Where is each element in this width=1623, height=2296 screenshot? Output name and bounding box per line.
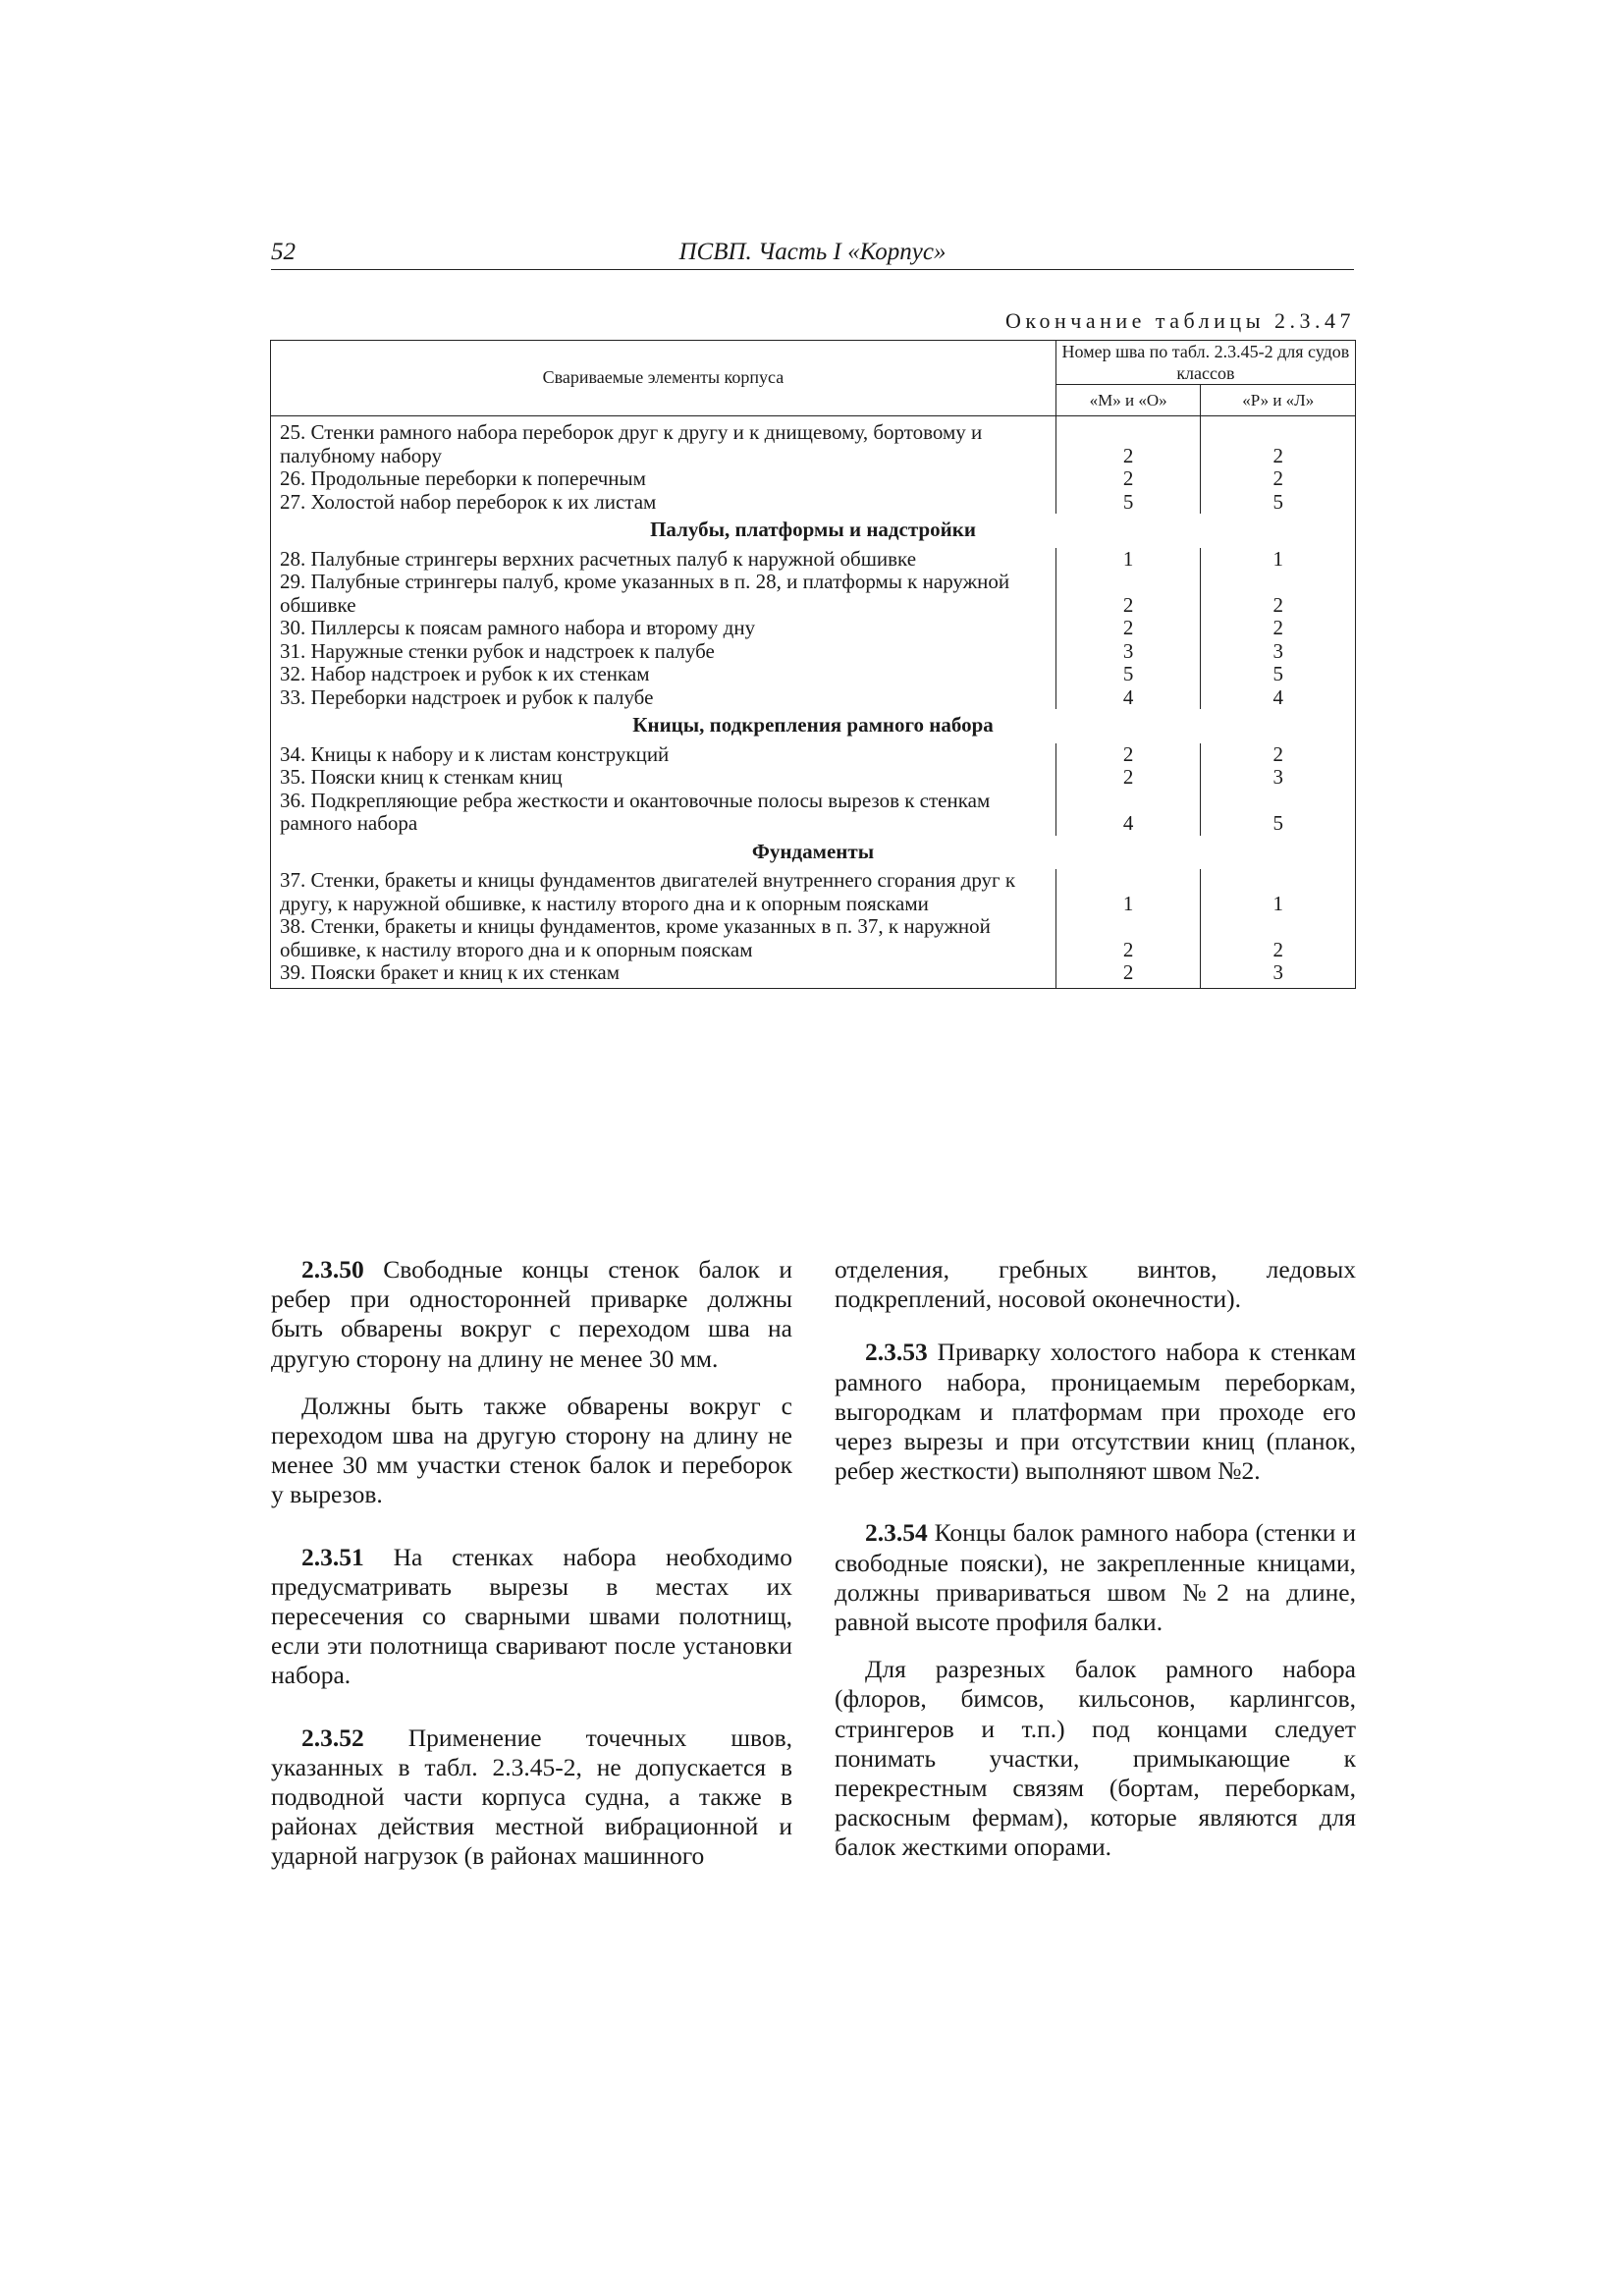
row-mo: 5 (1055, 663, 1201, 686)
table-row (271, 869, 1356, 915)
clause-text: Концы балок рамного набора (стенки и свободные пояски), не закрепленные кницами, должны привариваться швом №2 на длине, равной высоте профиля балки. (835, 1518, 1357, 1637)
header-class-mo: «М» и «О» (1055, 385, 1201, 416)
table-row (271, 790, 1356, 836)
paragraph-2-3-51 (271, 1543, 792, 1691)
row-name: 31. Наружные стенки рубок и надстроек к палубе (271, 640, 1056, 664)
row-mo: 2 (1055, 961, 1201, 988)
table-caption: Окончание таблицы 2.3.47 (1005, 308, 1355, 333)
paragraph-2-3-52 (271, 1723, 792, 1872)
clause-number: 2.3.53 (865, 1338, 928, 1367)
row-mo: 2 (1055, 915, 1201, 961)
row-rl: 3 (1201, 766, 1356, 790)
row-rl: 5 (1201, 663, 1356, 686)
row-name: 38. Стенки, бракеты и кницы фундаментов, кроме указанных в п. 37, к наружной обшивке, к настилу второго дна и к опорным пояскам (271, 915, 1056, 961)
row-name: 25. Стенки рамного набора переборок друг к другу и к днищевому, бортовому и палубному набору (271, 416, 1056, 468)
clause-text: Должны быть также обварены вокруг с переходом шва на другую сторону на длину не менее 30 мм участки стенок балок и переборок у вырезов. (271, 1391, 792, 1509)
table-row (271, 686, 1356, 710)
row-name: 35. Пояски книц к стенкам книц (271, 766, 1056, 790)
row-rl: 1 (1201, 548, 1356, 572)
row-mo: 3 (1055, 640, 1201, 664)
text-column-right (835, 1255, 1356, 1881)
row-name: 36. Подкрепляющие ребра жесткости и окантовочные полосы вырезов к стенкам рамного набора (271, 790, 1056, 836)
row-rl: 2 (1201, 743, 1356, 767)
section-row (271, 709, 1356, 743)
table-row (271, 663, 1356, 686)
row-mo: 2 (1055, 766, 1201, 790)
row-rl: 2 (1201, 571, 1356, 617)
table-row (271, 766, 1356, 790)
header-elements: Свариваемые элементы корпуса (271, 341, 1056, 416)
clause-text: Приварку холостого набора к стенкам рамного набора, проницаемым переборкам, выгородкам и платформам при проходе его через вырезы и при отсутствии книц (планок, ребер жесткости) выполняют швом №2. (835, 1338, 1356, 1486)
table-row (271, 416, 1356, 468)
section-heading: Кницы, подкрепления рамного набора (271, 709, 1356, 743)
table-row (271, 640, 1356, 664)
row-rl: 3 (1201, 961, 1356, 988)
table-row (271, 467, 1356, 491)
header-class-rl: «Р» и «Л» (1201, 385, 1356, 416)
row-rl: 3 (1201, 640, 1356, 664)
row-rl: 2 (1201, 617, 1356, 640)
table-row (271, 491, 1356, 515)
row-name: 33. Переборки надстроек и рубок к палубе (271, 686, 1056, 710)
clause-text: отделения, гребных винтов, ледовых подкреплений, носовой оконечности). (835, 1255, 1356, 1314)
row-mo: 2 (1055, 743, 1201, 767)
page-header (271, 240, 1354, 270)
row-rl: 2 (1201, 416, 1356, 468)
weld-table (270, 340, 1356, 989)
clause-number: 2.3.50 (301, 1255, 364, 1284)
row-name: 32. Набор надстроек и рубок к их стенкам (271, 663, 1056, 686)
row-mo: 2 (1055, 617, 1201, 640)
row-name: 30. Пиллерсы к поясам рамного набора и второму дну (271, 617, 1056, 640)
row-rl: 5 (1201, 491, 1356, 515)
paragraph-2-3-53 (835, 1338, 1356, 1486)
row-name: 26. Продольные переборки к поперечным (271, 467, 1056, 491)
row-name: 34. Кницы к набору и к листам конструкций (271, 743, 1056, 767)
text-column-left (271, 1255, 792, 1889)
table-row (271, 915, 1356, 961)
row-mo: 2 (1055, 416, 1201, 468)
row-rl: 1 (1201, 869, 1356, 915)
header-seam-number: Номер шва по табл. 2.3.45-2 для судов классов (1055, 341, 1355, 385)
row-rl: 4 (1201, 686, 1356, 710)
row-mo: 2 (1055, 571, 1201, 617)
paragraph-2-3-54-cont (835, 1655, 1356, 1862)
clause-number: 2.3.54 (865, 1518, 928, 1548)
clause-number: 2.3.52 (301, 1722, 364, 1752)
table-row (271, 571, 1356, 617)
table-row (271, 743, 1356, 767)
clause-number: 2.3.51 (301, 1542, 364, 1571)
paragraph-2-3-50 (271, 1255, 792, 1374)
row-rl: 5 (1201, 790, 1356, 836)
row-mo: 1 (1055, 869, 1201, 915)
table-row (271, 617, 1356, 640)
clause-text: Применение точечных швов, указанных в табл. 2.3.45-2, не допускается в подводной части корпуса судна, а также в районах действия местной вибрационной и ударной нагрузок (в районах машинного (271, 1722, 792, 1871)
table-row (271, 548, 1356, 572)
row-name: 27. Холостой набор переборок к их листам (271, 491, 1056, 515)
row-mo: 1 (1055, 548, 1201, 572)
row-mo: 4 (1055, 686, 1201, 710)
row-name: 37. Стенки, бракеты и кницы фундаментов двигателей внутреннего сгорания друг к другу, к наружной обшивке, к настилу второго дна и к опорным поясками (271, 869, 1056, 915)
row-mo: 5 (1055, 491, 1201, 515)
section-row (271, 514, 1356, 548)
row-rl: 2 (1201, 915, 1356, 961)
running-title: ПСВП. Часть I «Корпус» (678, 239, 947, 265)
row-rl: 2 (1201, 467, 1356, 491)
clause-text: Для разрезных балок рамного набора (флоров, бимсов, кильсонов, карлингсов, стрингеров и т.п.) под концами следует понимать участки, примыкающие к перекрестным связям (бортам, переборкам, раскосным фермам), которые являются для балок жесткими опорами. (835, 1655, 1356, 1862)
section-heading: Палубы, платформы и надстройки (271, 514, 1356, 548)
table-row (271, 961, 1356, 988)
section-heading: Фундаменты (271, 836, 1356, 870)
paragraph-2-3-54 (835, 1518, 1356, 1637)
row-mo: 2 (1055, 467, 1201, 491)
paragraph-2-3-52-cont (835, 1255, 1356, 1314)
row-name: 39. Пояски бракет и книц к их стенкам (271, 961, 1056, 988)
clause-text: Свободные концы стенок балок и ребер при односторонней приварке должны быть обварены вокруг с переходом шва на другую сторону на длину не менее 30 мм. (271, 1255, 792, 1373)
row-name: 28. Палубные стрингеры верхних расчетных палуб к наружной обшивке (271, 548, 1056, 572)
clause-text: На стенках набора необходимо предусматривать вырезы в местах их пересечения со сварными швами полотнищ, если эти полотнища сваривают после установки набора. (271, 1542, 792, 1690)
page-number: 52 (271, 239, 296, 265)
row-name: 29. Палубные стрингеры палуб, кроме указанных в п. 28, и платформы к наружной обшивке (271, 571, 1056, 617)
row-mo: 4 (1055, 790, 1201, 836)
paragraph-2-3-50-cont (271, 1392, 792, 1510)
section-row (271, 836, 1356, 870)
